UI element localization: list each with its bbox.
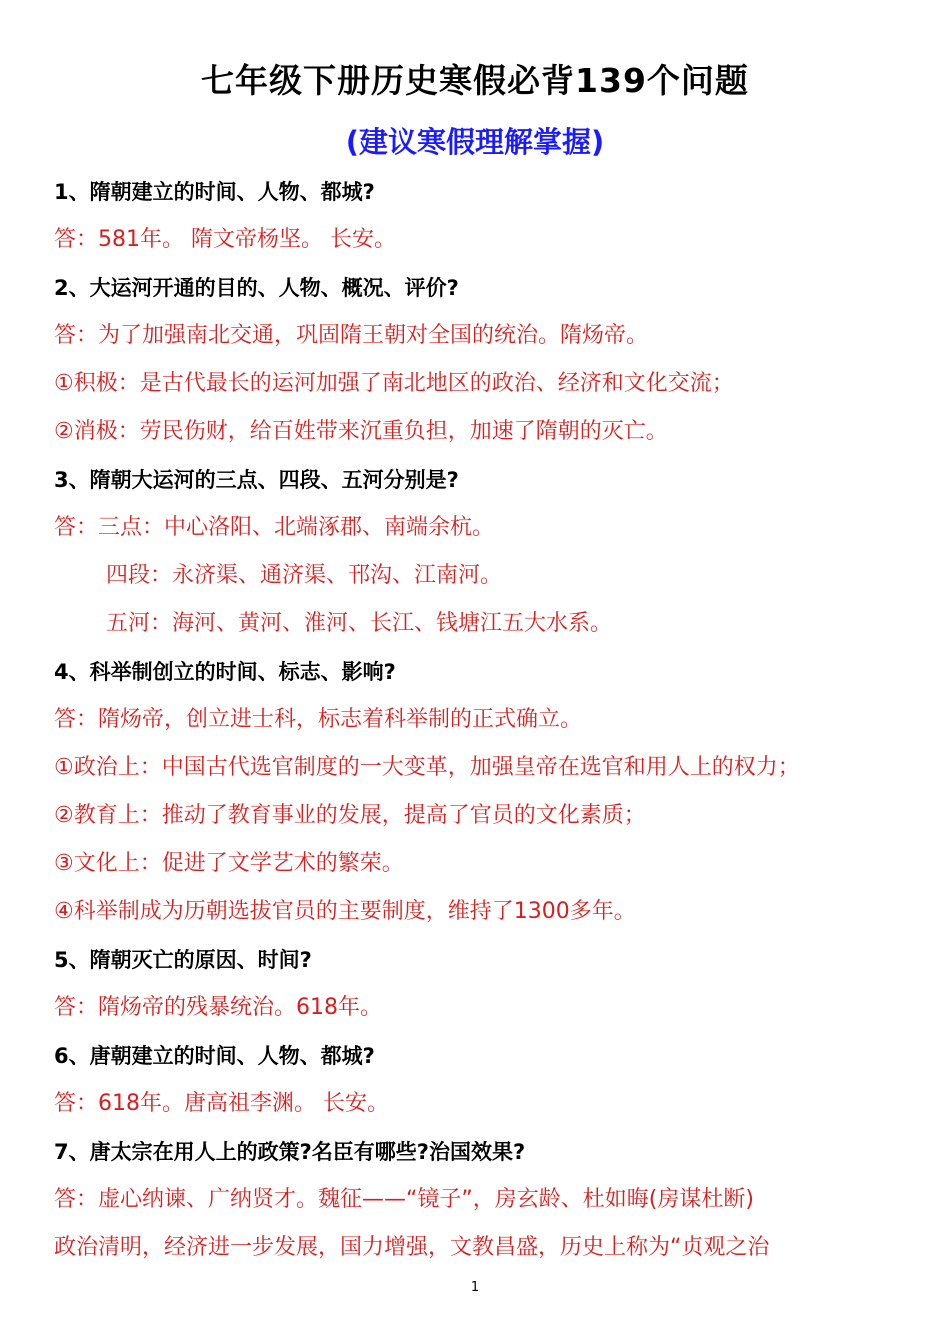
answer-line: 四段：永济渠、通济渠、邗沟、江南河。 — [106, 563, 503, 588]
question-line: 6、唐朝建立的时间、人物、都城? — [54, 1044, 375, 1068]
answer-line: 五河：海河、黄河、淮河、长江、钱塘江五大水系。 — [106, 611, 613, 636]
answer-line: 答：虚心纳谏、广纳贤才。魏征——“镜子”，房玄龄、杜如晦(房谋杜断) — [54, 1187, 754, 1212]
answer-line: 答：隋炀帝，创立进士科，标志着科举制的正式确立。 — [54, 707, 583, 732]
answer-line: ③文化上：促进了文学艺术的繁荣。 — [54, 851, 404, 876]
question-line: 1、隋朝建立的时间、人物、都城? — [54, 180, 375, 204]
answer-line: ④科举制成为历朝选拔官员的主要制度，维持了1300多年。 — [54, 899, 636, 924]
question-list — [54, 176, 944, 1280]
answer-line: 答：618年。唐高祖李渊。 长安。 — [54, 1091, 389, 1116]
answer-line: ①积极：是古代最长的运河加强了南北地区的政治、经济和文化交流； — [54, 371, 734, 396]
answer-line: ①政治上：中国古代选官制度的一大变革，加强皇帝在选官和用人上的权力； — [54, 755, 800, 780]
answer-line: ②消极：劳民伤财，给百姓带来沉重负担，加速了隋朝的灭亡。 — [54, 419, 668, 444]
question-line: 4、科举制创立的时间、标志、影响? — [54, 660, 396, 684]
page-title: 七年级下册历史寒假必背139个问题 — [201, 61, 749, 100]
page-subtitle: (建议寒假理解掌握) — [345, 125, 605, 159]
question-line: 7、唐太宗在用人上的政策?名臣有哪些?治国效果? — [54, 1140, 526, 1164]
page-number: 1 — [470, 1280, 480, 1295]
answer-line: 答：隋炀帝的残暴统治。618年。 — [54, 995, 382, 1020]
question-line: 5、隋朝灭亡的原因、时间? — [54, 948, 312, 972]
question-line: 3、隋朝大运河的三点、四段、五河分别是? — [54, 468, 459, 492]
answer-line: 答：为了加强南北交通，巩固隋王朝对全国的统治。隋炀帝。 — [54, 323, 649, 348]
question-line: 2、大运河开通的目的、人物、概况、评价? — [54, 276, 459, 300]
answer-line: 政治清明，经济进一步发展，国力增强，文教昌盛，历史上称为“贞观之治 — [54, 1235, 770, 1260]
answer-line: 答：581年。 隋文帝杨坚。 长安。 — [54, 227, 396, 252]
answer-line: 答：三点：中心洛阳、北端涿郡、南端余杭。 — [54, 515, 495, 540]
answer-line: ②教育上：推动了教育事业的发展，提高了官员的文化素质； — [54, 803, 646, 828]
